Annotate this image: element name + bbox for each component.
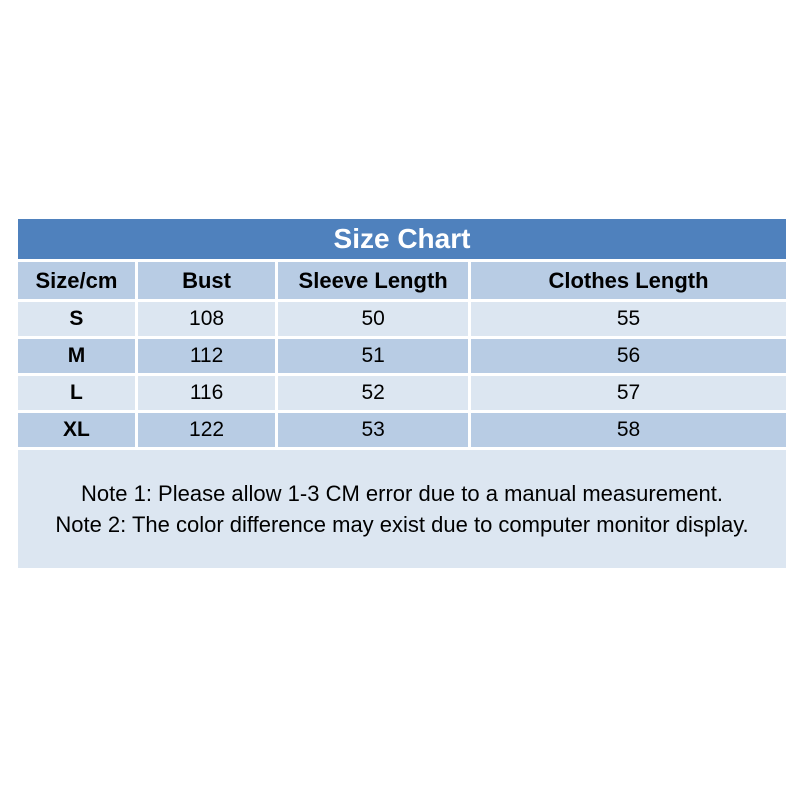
bust-value: 116 bbox=[138, 376, 275, 410]
sleeve-length-value: 52 bbox=[278, 376, 468, 410]
table-row-m bbox=[18, 339, 786, 373]
notes-block bbox=[18, 450, 786, 568]
notes-row bbox=[18, 450, 786, 568]
sleeve-length-value: 50 bbox=[278, 302, 468, 336]
table-row-xl bbox=[18, 413, 786, 447]
note-2: Note 2: The color difference may exist due to computer monitor display. bbox=[55, 512, 749, 537]
size-label: XL bbox=[18, 413, 135, 447]
note-1: Note 1: Please allow 1-3 CM error due to a manual measurement. bbox=[81, 481, 723, 506]
clothes-length-value: 56 bbox=[471, 339, 786, 373]
size-label: S bbox=[18, 302, 135, 336]
column-header-bust: Bust bbox=[138, 262, 275, 299]
column-header-sleeve-length: Sleeve Length bbox=[278, 262, 468, 299]
bust-value: 108 bbox=[138, 302, 275, 336]
clothes-length-value: 55 bbox=[471, 302, 786, 336]
table-row-l bbox=[18, 376, 786, 410]
bust-value: 122 bbox=[138, 413, 275, 447]
column-header-size: Size/cm bbox=[18, 262, 135, 299]
size-label: M bbox=[18, 339, 135, 373]
size-chart-title: Size Chart bbox=[18, 219, 786, 259]
clothes-length-value: 58 bbox=[471, 413, 786, 447]
title-row bbox=[18, 219, 786, 259]
column-header-clothes-length: Clothes Length bbox=[471, 262, 786, 299]
size-chart bbox=[15, 216, 789, 571]
sleeve-length-value: 51 bbox=[278, 339, 468, 373]
bust-value: 112 bbox=[138, 339, 275, 373]
header-row bbox=[18, 262, 786, 299]
clothes-length-value: 57 bbox=[471, 376, 786, 410]
sleeve-length-value: 53 bbox=[278, 413, 468, 447]
size-chart-table bbox=[15, 216, 789, 571]
table-row-s bbox=[18, 302, 786, 336]
size-label: L bbox=[18, 376, 135, 410]
